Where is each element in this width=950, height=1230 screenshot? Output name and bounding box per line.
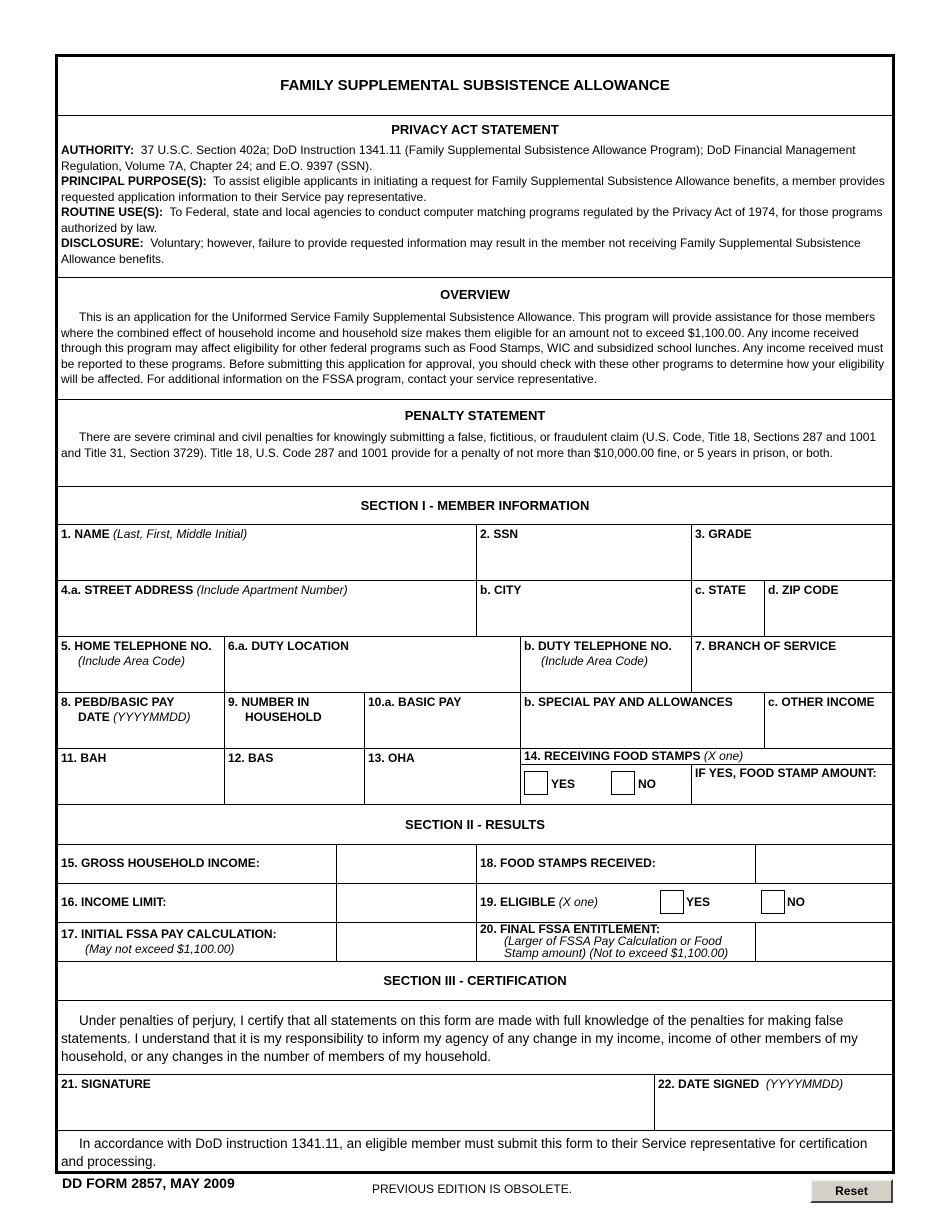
- eligible-yes-label: YES: [686, 895, 711, 909]
- date-signed-input[interactable]: [658, 1097, 891, 1127]
- certification-text: Under penalties of perjury, I certify that all statements on this form are made with full knowledge of the penalties for making false statements. I understand that it is my responsibility to inform my agency of any change in my income, income of other members of my household, or any changes in the number of members of my household.: [61, 1013, 858, 1064]
- authority-text: 37 U.S.C. Section 402a; DoD Instruction 1341.11 (Family Supplemental Subsistence Allowance Program); DoD Financial Management Regulation, Volume 7A, Chapter 24; and E.O. 9397 (SSN).: [61, 143, 856, 173]
- disclosure-text: Voluntary; however, failure to provide requested information may result in the member not receiving Family Supplemental Subsistence Allowance benefits.: [61, 236, 861, 266]
- other-income-input[interactable]: [768, 715, 891, 745]
- income-limit-label: 16. INCOME LIMIT:: [61, 895, 167, 909]
- divider: [58, 844, 892, 845]
- other-income-label: c. OTHER INCOME: [768, 695, 875, 709]
- basic-pay-label: 10.a. BASIC PAY: [368, 695, 462, 709]
- divider: [58, 486, 892, 487]
- eligible-label: 19. ELIGIBLE (X one): [480, 895, 599, 909]
- divider: [58, 883, 892, 884]
- cell-border: [224, 636, 225, 804]
- bah-input[interactable]: [61, 771, 221, 801]
- duty-telephone-label: b. DUTY TELEPHONE NO. (Include Area Code): [524, 639, 672, 668]
- food-stamp-amount-input[interactable]: [695, 783, 891, 801]
- purpose-text: To assist eligible applicants in initiating a request for Family Supplemental Subsistence Allowance benefits, a member provides requested application information to their Service pay representative.: [61, 174, 885, 204]
- cell-border: [336, 844, 337, 961]
- signature-label: 21. SIGNATURE: [61, 1077, 151, 1091]
- date-signed-label: 22. DATE SIGNED (YYYYMMDD): [658, 1077, 844, 1091]
- duty-location-input[interactable]: [228, 659, 516, 689]
- divider: [58, 804, 892, 805]
- final-fssa-input[interactable]: [759, 925, 891, 958]
- state-input[interactable]: [695, 603, 761, 633]
- divider: [58, 277, 892, 278]
- signature-input[interactable]: [61, 1097, 649, 1127]
- routine-label: ROUTINE USE(S):: [61, 205, 163, 219]
- street-address-input[interactable]: [61, 603, 471, 633]
- special-pay-input[interactable]: [524, 715, 760, 745]
- cell-border: [691, 764, 692, 804]
- home-telephone-label: 5. HOME TELEPHONE NO. (Include Area Code): [61, 639, 212, 668]
- home-telephone-input[interactable]: [61, 671, 221, 689]
- eligible-no-checkbox[interactable]: [761, 890, 785, 914]
- city-label: b. CITY: [480, 583, 522, 597]
- initial-fssa-label: 17. INITIAL FSSA PAY CALCULATION: (May not exceed $1,100.00): [61, 927, 277, 956]
- gross-income-input[interactable]: [340, 847, 472, 880]
- branch-of-service-label: 7. BRANCH OF SERVICE: [695, 639, 837, 653]
- bas-input[interactable]: [228, 771, 360, 801]
- overview-heading: OVERVIEW: [440, 287, 510, 302]
- purpose-label: PRINCIPAL PURPOSE(S):: [61, 174, 207, 188]
- cell-border: [520, 636, 521, 804]
- initial-fssa-input[interactable]: [340, 925, 472, 958]
- food-stamps-received-label: 18. FOOD STAMPS RECEIVED:: [480, 856, 656, 870]
- reset-button[interactable]: Reset: [810, 1179, 893, 1203]
- city-input[interactable]: [480, 603, 686, 633]
- authority-label: AUTHORITY:: [61, 143, 135, 157]
- section3-heading: SECTION III - CERTIFICATION: [383, 973, 567, 988]
- divider: [58, 692, 892, 693]
- fssa-form: [55, 54, 895, 1174]
- divider: [58, 636, 892, 637]
- pebd-date-label: 8. PEBD/BASIC PAY DATE (YYYYMMDD): [61, 695, 191, 724]
- pebd-date-input[interactable]: [61, 727, 221, 745]
- grade-input[interactable]: [695, 547, 891, 577]
- privacy-statement: [61, 143, 886, 267]
- cell-border: [764, 692, 765, 748]
- cell-border: [654, 1074, 655, 1130]
- eligible-no-label: NO: [787, 895, 805, 909]
- cell-border: [691, 524, 692, 636]
- branch-of-service-input[interactable]: [695, 659, 891, 689]
- household-size-label: 9. NUMBER IN HOUSEHOLD: [228, 695, 322, 724]
- cell-border: [764, 580, 765, 636]
- name-input[interactable]: [61, 547, 471, 577]
- disclosure-label: DISCLOSURE:: [61, 236, 144, 250]
- food-stamps-yes-checkbox[interactable]: [524, 771, 548, 795]
- state-label: c. STATE: [695, 583, 746, 597]
- food-stamps-no-checkbox[interactable]: [611, 771, 635, 795]
- divider: [58, 961, 892, 962]
- divider: [520, 764, 892, 765]
- bas-label: 12. BAS: [228, 751, 274, 765]
- cell-border: [755, 844, 756, 883]
- cell-border: [476, 524, 477, 636]
- divider: [58, 115, 892, 116]
- street-address-label: 4.a. STREET ADDRESS (Include Apartment Number): [61, 583, 348, 597]
- bah-label: 11. BAH: [61, 751, 107, 765]
- closing-text: In accordance with DoD instruction 1341.11, an eligible member must submit this form to their Service representative for certification and processing.: [61, 1136, 868, 1169]
- cell-border: [691, 636, 692, 692]
- penalty-heading: PENALTY STATEMENT: [404, 408, 546, 423]
- food-stamps-yes-label: YES: [551, 777, 576, 791]
- penalty-text: There are severe criminal and civil penalties for knowingly submitting a false, fictitious, or fraudulent claim (U.S. Code, Title 18, Sections 287 and 1001 and Title 31, Section 3729). Title 18, U.S. Code 287 and 1001 provide for a penalty of not more than $10,000.00 fine, or 5 years in prison, or both.: [61, 430, 877, 460]
- duty-telephone-input[interactable]: [524, 671, 686, 689]
- divider: [58, 1000, 892, 1001]
- special-pay-label: b. SPECIAL PAY AND ALLOWANCES: [524, 695, 733, 709]
- food-stamps-label: 14. RECEIVING FOOD STAMPS (X one): [524, 749, 744, 763]
- privacy-heading: PRIVACY ACT STATEMENT: [391, 122, 559, 137]
- cell-border: [755, 922, 756, 961]
- basic-pay-input[interactable]: [368, 715, 516, 745]
- food-stamp-amount-label: IF YES, FOOD STAMP AMOUNT:: [695, 766, 877, 780]
- section2-heading: SECTION II - RESULTS: [405, 817, 545, 832]
- routine-text: To Federal, state and local agencies to conduct computer matching programs regulated by the Privacy Act of 1974, for those programs authorized by law.: [61, 205, 883, 235]
- household-size-input[interactable]: [228, 727, 360, 745]
- form-title: FAMILY SUPPLEMENTAL SUBSISTENCE ALLOWANCE: [280, 77, 670, 94]
- cell-border: [364, 692, 365, 804]
- food-stamps-no-label: NO: [638, 777, 656, 791]
- grade-label: 3. GRADE: [695, 527, 752, 541]
- oha-label: 13. OHA: [368, 751, 415, 765]
- divider: [58, 922, 892, 923]
- divider: [58, 748, 892, 749]
- oha-input[interactable]: [368, 771, 516, 801]
- divider: [58, 399, 892, 400]
- form-number: DD FORM 2857, MAY 2009: [62, 1175, 235, 1191]
- divider: [58, 1074, 892, 1075]
- overview-text: This is an application for the Uniformed Service Family Supplemental Subsistence Allowance. This program will provide assistance for those members where the combined effect of household income and household size makes them eligible for an amount not to exceed $1,100.00. Any income received through this program may affect eligibility for other federal programs such as Food Stamps, WIC and subsidized school lunches. Any income received must be reported to these programs. Before submitting this application for approval, you should check with these other programs to determine how your eligibility will be affected. For additional information on the FSSA program, contact your service representative.: [61, 310, 885, 386]
- name-label: 1. NAME (Last, First, Middle Initial): [61, 527, 248, 541]
- obsolete-notice: PREVIOUS EDITION IS OBSOLETE.: [372, 1182, 573, 1196]
- zip-code-label: d. ZIP CODE: [768, 583, 839, 597]
- section1-heading: SECTION I - MEMBER INFORMATION: [360, 498, 590, 513]
- income-limit-input[interactable]: [340, 886, 472, 919]
- final-fssa-label: 20. FINAL FSSA ENTITLEMENT: (Larger of FSSA Pay Calculation or Food Stamp amount) (Not to exceed $1,100.00): [480, 922, 729, 960]
- divider: [58, 1130, 892, 1131]
- zip-code-input[interactable]: [768, 603, 891, 633]
- duty-location-label: 6.a. DUTY LOCATION: [228, 639, 349, 653]
- eligible-yes-checkbox[interactable]: [660, 890, 684, 914]
- food-stamps-received-input[interactable]: [759, 847, 891, 880]
- gross-income-label: 15. GROSS HOUSEHOLD INCOME:: [61, 856, 260, 870]
- ssn-input[interactable]: [480, 547, 686, 577]
- divider: [58, 580, 892, 581]
- divider: [58, 524, 892, 525]
- cell-border: [476, 844, 477, 961]
- ssn-label: 2. SSN: [480, 527, 519, 541]
